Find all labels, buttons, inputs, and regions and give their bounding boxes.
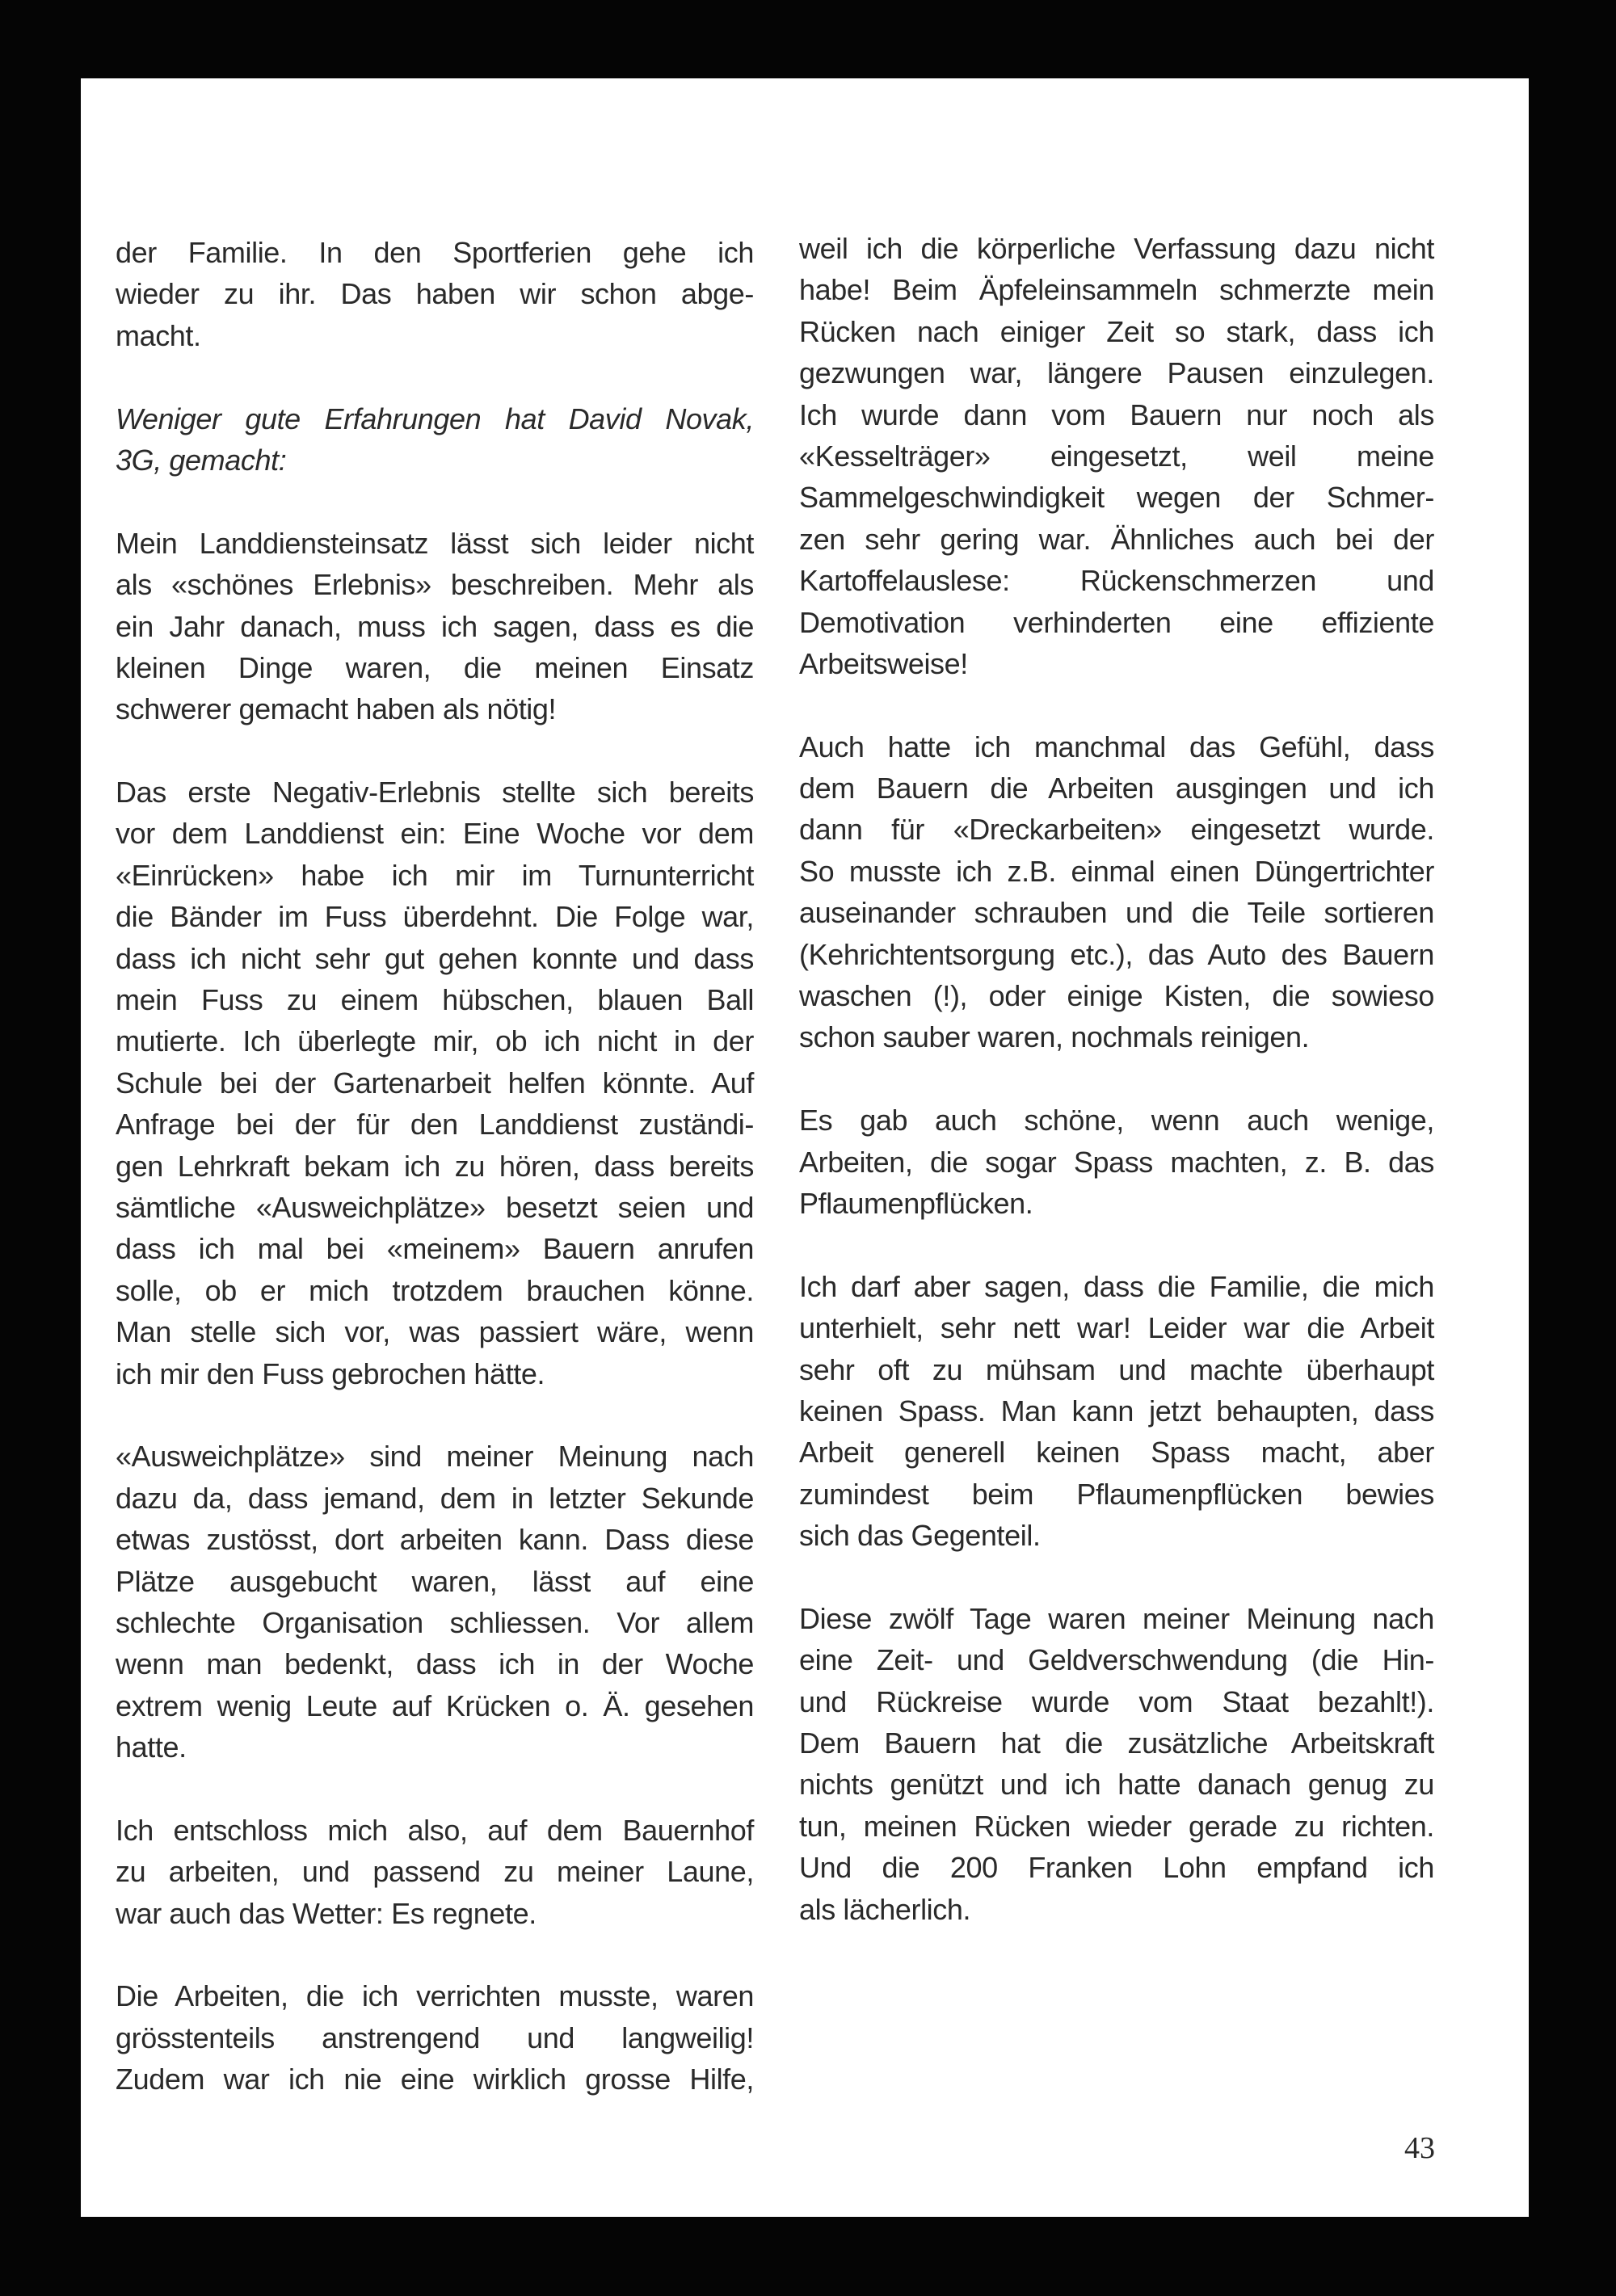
text-line: Sammelgeschwindigkeit wegen der Schmer-	[799, 481, 1434, 515]
text-line: Rücken nach einiger Zeit so stark, dass ich	[799, 314, 1434, 348]
text-line: So musste ich z.B. einmal einen Düngertrichter	[799, 854, 1434, 888]
text-line: hatte.	[116, 1730, 187, 1764]
text-line: Mein Landdiensteinsatz lässt sich leider nicht	[116, 526, 754, 560]
text-line: Arbeitsweise!	[799, 646, 968, 680]
text-line: Ich wurde dann vom Bauern nur noch als	[799, 397, 1434, 431]
text-line: «Einrücken» habe ich mir im Turnunterricht	[116, 858, 754, 892]
text-line: Auch hatte ich manchmal das Gefühl, dass	[799, 730, 1434, 763]
text-line: Pflaumenpflücken.	[799, 1186, 1033, 1220]
paragraph	[799, 1598, 1434, 1930]
text-line: Man stelle sich vor, was passiert wäre, wenn	[116, 1315, 754, 1349]
text-line: schwerer gemacht haben als nötig!	[116, 692, 557, 726]
text-line: Arbeit generell keinen Spass macht, aber	[799, 1436, 1434, 1470]
text-line: kleinen Dinge waren, die meinen Einsatz	[116, 650, 754, 684]
text-line: vor dem Landdienst ein: Eine Woche vor dem	[116, 817, 754, 851]
right-text-column	[799, 228, 1434, 1971]
paragraph	[799, 228, 1434, 684]
text-line: die Bänder im Fuss überdehnt. Die Folge war,	[116, 900, 754, 934]
paragraph	[116, 1436, 754, 1768]
text-line: dass ich mal bei «meinem» Bauern anrufen	[116, 1232, 754, 1266]
text-line: waschen (!), oder einige Kisten, die sowieso	[799, 979, 1434, 1013]
text-line: dazu da, dass jemand, dem in letzter Sekunde	[116, 1481, 754, 1515]
text-line: 3G, gemacht:	[116, 443, 287, 477]
text-line: nichts genützt und ich hatte danach genug zu	[799, 1768, 1434, 1802]
text-line: macht.	[116, 318, 201, 352]
text-line: Ich darf aber sagen, dass die Familie, die mich	[799, 1269, 1434, 1303]
text-line: wenn man bedenkt, dass ich in der Woche	[116, 1647, 754, 1681]
text-line: solle, ob er mich trotzdem brauchen könne.	[116, 1273, 754, 1307]
document-page	[81, 78, 1529, 2217]
text-line: dem Bauern die Arbeiten ausgingen und ich	[799, 772, 1434, 805]
paragraph	[116, 232, 754, 356]
text-line: Dem Bauern hat die zusätzliche Arbeitskraft	[799, 1726, 1434, 1760]
paragraph	[116, 1975, 754, 2100]
text-line: sämtliche «Ausweichplätze» besetzt seien und	[116, 1190, 754, 1224]
text-line: mein Fuss zu einem hübschen, blauen Ball	[116, 983, 754, 1017]
text-line: tun, meinen Rücken wieder gerade zu richten.	[799, 1809, 1434, 1843]
text-line: auseinander schrauben und die Teile sortieren	[799, 896, 1434, 930]
text-line: Das erste Negativ-Erlebnis stellte sich bereits	[116, 776, 754, 809]
paragraph	[799, 1100, 1434, 1224]
text-line: etwas zustösst, dort arbeiten kann. Dass diese	[116, 1523, 754, 1557]
text-line: ich mir den Fuss gebrochen hätte.	[116, 1356, 545, 1390]
text-line: Demotivation verhinderten eine effiziente	[799, 605, 1434, 639]
text-line: unterhielt, sehr nett war! Leider war die Arbeit	[799, 1311, 1434, 1345]
text-line: dass ich nicht sehr gut gehen konnte und dass	[116, 941, 754, 975]
italic-intro-paragraph	[116, 398, 754, 481]
paragraph	[799, 726, 1434, 1058]
text-line: (Kehrichtentsorgung etc.), das Auto des Bauern	[799, 937, 1434, 971]
text-line: sich das Gegenteil.	[799, 1519, 1041, 1553]
page-number: 43	[1404, 2131, 1435, 2165]
text-line: gen Lehrkraft bekam ich zu hören, dass bereits	[116, 1149, 754, 1183]
text-line: Diese zwölf Tage waren meiner Meinung nach	[799, 1601, 1434, 1635]
text-line: und Rückreise wurde vom Staat bezahlt!).	[799, 1684, 1434, 1718]
paragraph	[116, 772, 754, 1394]
text-line: Arbeiten, die sogar Spass machten, z. B. das	[799, 1145, 1434, 1179]
left-text-column	[116, 232, 754, 2142]
text-line: extrem wenig Leute auf Krücken o. Ä. gesehen	[116, 1688, 754, 1722]
text-line: eine Zeit- und Geldverschwendung (die Hin-	[799, 1643, 1434, 1677]
text-line: gezwungen war, längere Pausen einzulegen.	[799, 356, 1434, 390]
text-line: keinen Spass. Man kann jetzt behaupten, dass	[799, 1394, 1434, 1428]
text-line: Und die 200 Franken Lohn empfand ich	[799, 1851, 1434, 1885]
text-line: Schule bei der Gartenarbeit helfen könnte. Auf	[116, 1066, 754, 1100]
text-line: Ich entschloss mich also, auf dem Bauernhof	[116, 1813, 754, 1847]
text-line: Es gab auch schöne, wenn auch wenige,	[799, 1104, 1434, 1137]
text-line: als lächerlich.	[799, 1892, 971, 1926]
text-line: Anfrage bei der für den Landdienst zuständi-	[116, 1108, 754, 1142]
text-line: zen sehr gering war. Ähnliches auch bei der	[799, 522, 1434, 556]
text-line: schon sauber waren, nochmals reinigen.	[799, 1020, 1310, 1054]
text-line: Die Arbeiten, die ich verrichten musste, waren	[116, 1979, 754, 2013]
text-line: dann für «Dreckarbeiten» eingesetzt wurde.	[799, 813, 1434, 847]
text-line: schlechte Organisation schliessen. Vor allem	[116, 1605, 754, 1639]
text-line: mutierte. Ich überlegte mir, ob ich nicht in der	[116, 1024, 754, 1058]
text-line: Kartoffelauslese: Rückenschmerzen und	[799, 564, 1434, 598]
text-line: habe! Beim Äpfeleinsammeln schmerzte mein	[799, 273, 1434, 307]
text-line: Zudem war ich nie eine wirklich grosse Hilfe,	[116, 2063, 754, 2096]
text-line: «Kesselträger» eingesetzt, weil meine	[799, 439, 1434, 473]
text-line: zu arbeiten, und passend zu meiner Laune,	[116, 1855, 754, 1889]
text-line: der Familie. In den Sportferien gehe ich	[116, 236, 754, 269]
text-line: wieder zu ihr. Das haben wir schon abge-	[116, 277, 754, 311]
text-line: sehr oft zu mühsam und machte überhaupt	[799, 1352, 1434, 1386]
text-line: grösstenteils anstrengend und langweilig!	[116, 2021, 754, 2054]
text-line: weil ich die körperliche Verfassung dazu nicht	[799, 232, 1434, 265]
text-line: als «schönes Erlebnis» beschreiben. Mehr als	[116, 568, 754, 602]
text-line: zumindest beim Pflaumenpflücken bewies	[799, 1477, 1434, 1511]
paragraph	[116, 1810, 754, 1934]
text-line: Weniger gute Erfahrungen hat David Novak,	[116, 402, 754, 435]
text-line: Plätze ausgebucht waren, lässt auf eine	[116, 1564, 754, 1598]
paragraph	[799, 1266, 1434, 1557]
text-line: «Ausweichplätze» sind meiner Meinung nach	[116, 1440, 754, 1474]
text-line: war auch das Wetter: Es regnete.	[116, 1896, 537, 1930]
paragraph	[116, 523, 754, 730]
text-line: ein Jahr danach, muss ich sagen, dass es die	[116, 609, 754, 643]
